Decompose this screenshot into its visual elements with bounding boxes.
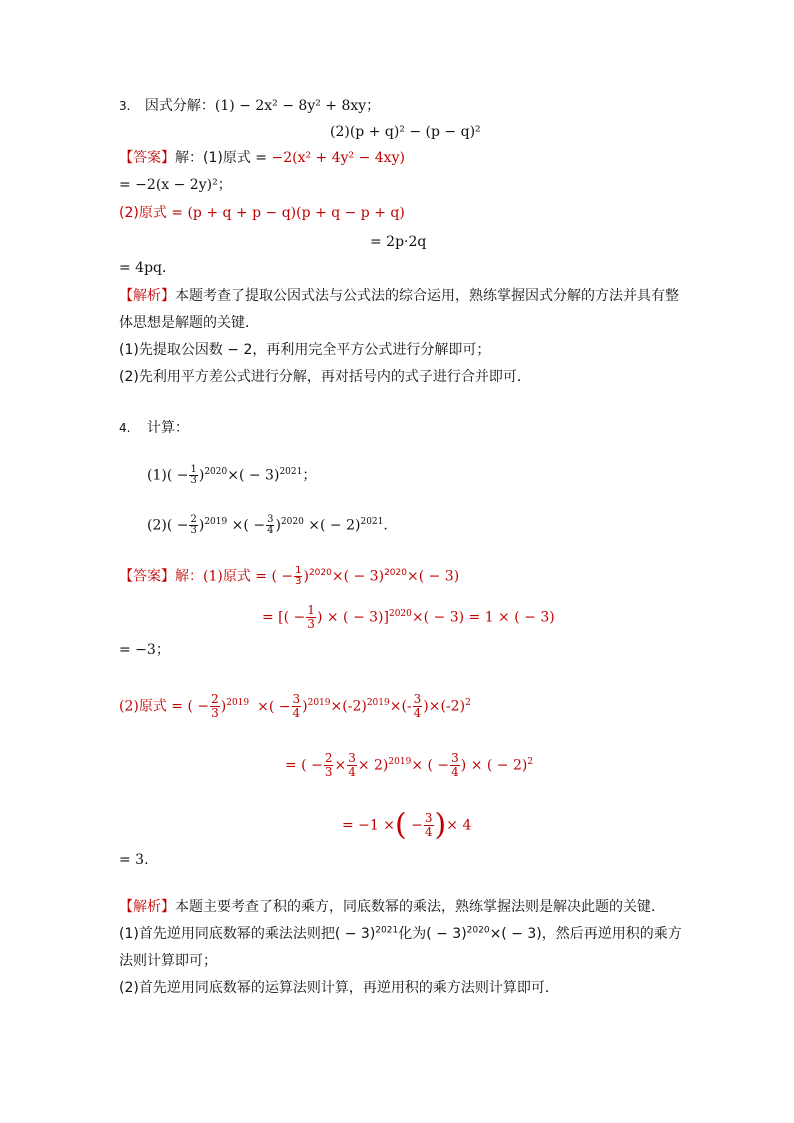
ans3-line5: = 4pq． [119, 260, 177, 276]
ana4-line3: 法则计算即可； [119, 953, 217, 969]
ans4-line7: = 3. [119, 852, 149, 868]
analysis-tag: 【解析】 [119, 288, 175, 304]
ans4-line2: = [( − $\frac{1}{3}$ ) × ( − 3)]$^{2020}$×( − 3) = 1 × ( − 3) [262, 603, 555, 631]
answer-tag-4: 【答案】 [119, 568, 175, 585]
q3-part1: (1) − 2x² − 8y² + 8xy； [214, 98, 381, 114]
q4-part2: (2)( − $\frac{2}{3}$ )$^{2019}$ ×( − $\frac{3}{4}$ )$^{2020}$ ×( − 2)$^{2021}$. [147, 514, 388, 536]
ana3-line3: (1)先提取公因数 − 2，再利用完全平方公式进行分解即可； [119, 342, 491, 358]
ans4-line3: = −3； [119, 642, 170, 658]
ana3-line1 [119, 286, 679, 306]
ans3-line1 [119, 148, 405, 168]
q3-part2: (2)(p + q)² − (p − q)² [330, 124, 481, 140]
ana4-line2: (1)首先逆用同底数幂的乘法法则把( − 3)$^{2021}$化为( − 3)$^{2020}$×( − 3)，然后再逆用积的乘方 [119, 925, 682, 942]
ans4-line1: 【答案】解：(1)原式 = ( − $\frac{1}{3}$ )$^{2020}\times( - 3)^{2020}\times( - 3)$ [119, 565, 460, 587]
ana3-text1: 本题考查了提取公因式法与公式法的综合运用，熟练掌握因式分解的方法并具有整 [175, 288, 679, 304]
analysis-tag-4: 【解析】 [119, 899, 175, 915]
ans3-expr3: (p + q + p − q)(p + q − p + q) [187, 205, 405, 221]
ans3-line3 [119, 203, 405, 223]
ana4-line1: 【解析】本题主要考查了积的乘方，同底数幂的乘法，熟练掌握法则是解决此题的关键． [119, 899, 665, 915]
ans3-line2: = −2(x − 2y)²； [119, 177, 232, 193]
ans4-line4: (2)原式 = ( − $\frac{2}{3}$ )$^{2019}$ ×( − $\frac{3}{4}$ )$^{2019}\times(-2)^{2019}\times(-$ $\frac{3}{4}$ )$\times(-2)^2$ [119, 692, 471, 720]
ana3-line4: (2)先利用平方差公式进行分解，再对括号内的式子进行合并即可． [119, 369, 531, 385]
ans4-line6: = −1 ×( − $\frac{3}{4}$ )× 4 [342, 807, 472, 843]
answer-tag: 【答案】 [119, 150, 175, 166]
ans3-line4: = 2p·2q [370, 234, 427, 250]
q3-line [119, 96, 380, 116]
q4-part1: (1)( − $\frac{1}{3}$ )$^{2020}\times( - 3)^{2021}$； [147, 464, 317, 486]
ana4-line4: (2)首先逆用同底数幂的运算法则计算，再逆用积的乘方法则计算即可． [119, 980, 559, 996]
q4-line [119, 418, 189, 438]
q3-number: 3. [119, 99, 131, 113]
q4-prompt: 计算： [146, 420, 189, 436]
q3-prompt: 因式分解： [144, 98, 215, 114]
q4-number: 4. [119, 421, 131, 435]
ana3-line2: 体思想是解题的关键． [119, 315, 259, 331]
ans4-line5: = ( − $\frac{2}{3}$ × $\frac{3}{4}$ × 2)$^{2019}$× ( − $\frac{3}{4}$ ) × ( − 2)$^2$ [285, 751, 534, 779]
ans3-label: 解：(1)原式 = [175, 150, 272, 166]
ans3-label2: (2)原式 = [119, 205, 188, 221]
ans3-expr1: −2(x² + 4y² − 4xy) [271, 150, 405, 166]
